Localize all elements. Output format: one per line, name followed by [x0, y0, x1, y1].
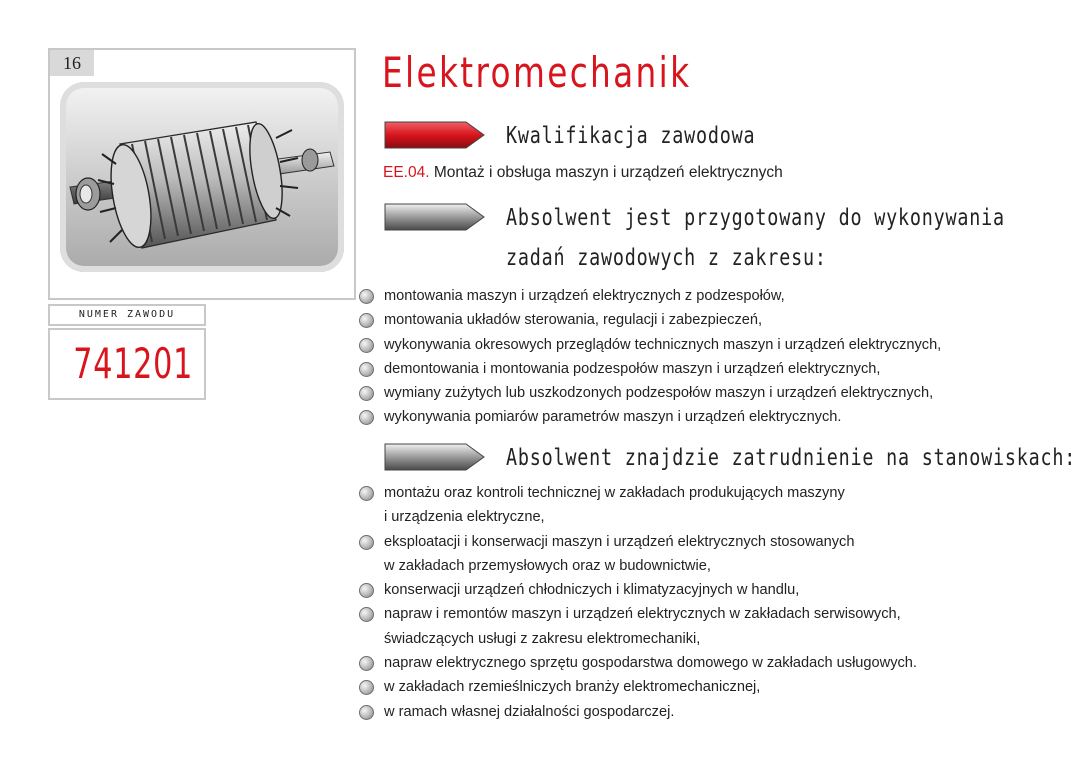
list-item — [358, 308, 941, 332]
list-item — [358, 284, 941, 308]
bullet-icon — [359, 680, 374, 695]
list-item — [358, 357, 941, 381]
page-title: Elektromechanik — [382, 48, 692, 97]
list-item-text: w zakładach rzemieślniczych branży elektromechanicznej, — [384, 679, 761, 696]
red-arrow-icon — [384, 118, 488, 152]
list-item — [358, 578, 917, 602]
bullet-icon — [359, 362, 374, 377]
list-item-text: konserwacji urządzeń chłodniczych i klimatyzacyjnych w handlu, — [384, 582, 800, 599]
prepared-list — [358, 284, 941, 430]
list-item-text: wykonywania okresowych przeglądów technicznych maszyn i urządzeń elektrycznych, — [384, 336, 942, 353]
bullet-icon — [359, 486, 374, 501]
list-item-text: wykonywania pomiarów parametrów maszyn i urządzeń elektrycznych. — [384, 409, 842, 426]
list-item-text: napraw i remontów maszyn i urządzeń elektrycznych w zakładach serwisowych, — [384, 606, 901, 623]
qualification-code: EE.04. — [383, 164, 430, 181]
list-item — [358, 530, 917, 579]
gray-arrow-icon — [384, 200, 488, 234]
list-item — [358, 381, 941, 405]
rotor-illustration — [60, 82, 344, 272]
list-item-text: w ramach własnej działalności gospodarczej. — [384, 703, 675, 720]
list-item — [358, 405, 941, 429]
list-item-text: demontowania i montowania podzespołów maszyn i urządzeń elektrycznych, — [384, 360, 881, 377]
bullet-icon — [359, 313, 374, 328]
bullet-icon — [359, 656, 374, 671]
list-item — [358, 675, 917, 699]
employment-heading: Absolwent znajdzie zatrudnienie na stanowiskach: — [506, 445, 1077, 471]
bullet-icon — [359, 410, 374, 425]
list-item-text: montażu oraz kontroli technicznej w zakładach produkujących maszyny — [384, 485, 845, 501]
prepared-heading-line2: zadań zawodowych z zakresu: — [506, 245, 827, 271]
bullet-icon — [359, 289, 374, 304]
prepared-heading-line1: Absolwent jest przygotowany do wykonywania — [506, 205, 1005, 231]
bullet-icon — [359, 583, 374, 598]
bullet-icon — [359, 535, 374, 550]
list-item-text: montowania maszyn i urządzeń elektrycznych z podzespołów, — [384, 288, 785, 304]
profession-code-label: NUMER ZAWODU — [48, 304, 206, 326]
list-item-text-cont: i urządzenia elektryczne, — [384, 509, 545, 526]
list-item — [358, 602, 917, 651]
profession-code-number: 741201 — [73, 339, 194, 388]
employment-list — [358, 481, 917, 724]
qualification-line — [383, 164, 783, 182]
list-item-text: eksploatacji i konserwacji maszyn i urządzeń elektrycznych stosowanych — [384, 533, 855, 550]
list-item — [358, 481, 917, 530]
qualification-heading: Kwalifikacja zawodowa — [506, 123, 756, 149]
bullet-icon — [359, 338, 374, 353]
list-item — [358, 333, 941, 357]
image-frame — [48, 48, 356, 300]
list-item-text: wymiany zużytych lub uszkodzonych podzespołów maszyn i urządzeń elektrycznych, — [384, 385, 934, 402]
list-item-text-cont: świadczących usługi z zakresu elektromechaniki, — [384, 630, 701, 647]
page-number: 16 — [50, 50, 94, 76]
list-item-text: montowania układów sterowania, regulacji i zabezpieczeń, — [384, 312, 763, 329]
bullet-icon — [359, 607, 374, 622]
rotor-icon — [60, 82, 344, 272]
list-item-text-cont: w zakładach przemysłowych oraz w budownictwie, — [384, 557, 711, 574]
list-item — [358, 651, 917, 675]
profession-code-box — [48, 328, 206, 400]
bullet-icon — [359, 705, 374, 720]
gray-arrow-icon — [384, 440, 488, 474]
list-item-text: napraw elektrycznego sprzętu gospodarstwa domowego w zakładach usługowych. — [384, 655, 917, 672]
qualification-text: Montaż i obsługa maszyn i urządzeń elektrycznych — [429, 164, 783, 181]
list-item — [358, 700, 917, 724]
bullet-icon — [359, 386, 374, 401]
